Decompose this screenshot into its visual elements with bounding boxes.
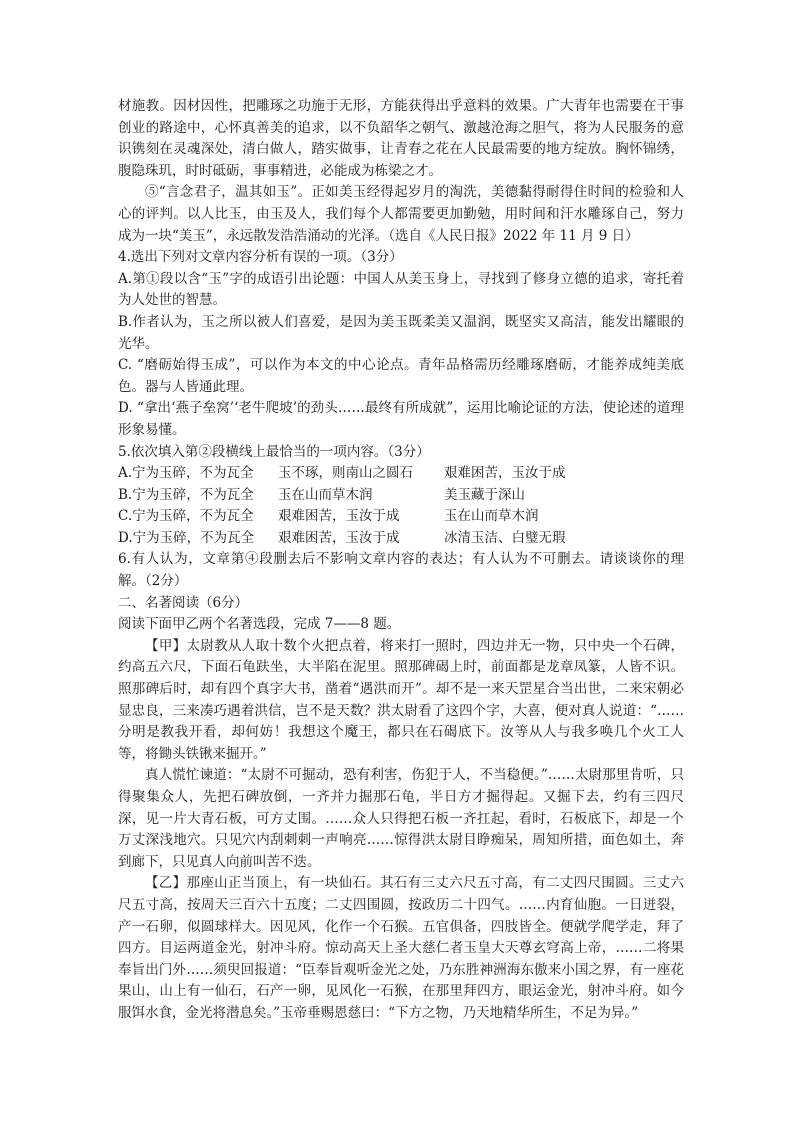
option-cell: 艰难困苦，玉汝于成 bbox=[278, 529, 400, 546]
question-4-option-c: C. “磨砺始得玉成”，可以作为本文的中心论点。青年品格需历经雕琢磨砺，才能养成纯美底色。器与人皆通此理。 bbox=[118, 357, 684, 395]
question-4-option-a: A.第①段以含“玉”字的成语引出论题：中国人从美玉身上，寻找到了修身立德的追求，寄托着为人处世的智慧。 bbox=[118, 270, 684, 309]
section-2-intro: 阅读下面甲乙两个名著选段，完成 7——8 题。 bbox=[118, 616, 401, 633]
question-5-option-a bbox=[118, 463, 684, 485]
option-cell: D.宁为玉碎，不为瓦全 bbox=[118, 529, 255, 546]
question-5-option-d bbox=[118, 528, 684, 550]
question-4-option-d: D. “拿出‘燕子垒窝’‘老牛爬坡’的劲头……最终有所成就”，运用比喻论证的方法，使论述的道理形象易懂。 bbox=[118, 400, 684, 438]
option-cell: 美玉藏于深山 bbox=[444, 486, 525, 503]
question-5-stem: 5.依次填入第②段横线上最恰当的一项内容。（3分） bbox=[118, 443, 430, 460]
option-cell: 玉在山而草木润 bbox=[278, 486, 373, 503]
section-2-heading: 二、名著阅读（6分） bbox=[118, 594, 249, 611]
option-cell: B.宁为玉碎，不为瓦全 bbox=[118, 486, 254, 503]
question-5-option-c bbox=[118, 506, 684, 528]
passage-paragraph-5: ⑤“言念君子，温其如玉”。正如美玉经得起岁月的淘洗，美德黏得耐得住时间的检验和人心的评判。以人比玉，由玉及人，我们每个人都需要更加勤勉，用时间和汗水雕琢自己，努力成为一块“美玉”，永远散发浩浩涌动的光泽。（选自《人民日报》2022 年 11 月 9 日） bbox=[118, 184, 684, 244]
option-cell: 艰难困苦，玉汝于成 bbox=[444, 465, 566, 482]
passage-continuation: 材施教。因材因性，把雕琢之功施于无形，方能获得出乎意料的效果。广大青年也需要在干事创业的路途中，心怀真善美的追求，以不负韶华之朝气、激越沧海之胆气，将为人民服务的意识镌刻在灵魂深处，清白做人，踏实做事，让青春之花在人民最需要的地方绽放。胸怀锦绣，腹隐珠玑，时时砥砺，事事精进，必能成为栋梁之才。 bbox=[118, 98, 684, 179]
question-5-option-b bbox=[118, 485, 684, 507]
question-4-option-b: B.作者认为，玉之所以被人们喜爱，是因为美玉既柔美又温润，既坚实又高洁，能发出耀眼的光华。 bbox=[118, 313, 684, 352]
excerpt-yi: 【乙】那座山正当顶上，有一块仙石。其石有三丈六尺五寸高，有二丈四尺围圆。三丈六尺五寸高，按周天三百六十五度；二丈四围圆，按政历二十四气。……内育仙胞。一日迸裂，产一石卵，似圆球样大。因见风，化作一个石猴。五官俱备，四肢皆全。便就学爬学走，拜了四方。目运两道金光，射冲斗府。惊动高天上圣大慈仁者玉皇大天尊玄穹高上帝，……二将果奉旨出门外……须臾回报道：“臣奉旨观听金光之处，乃东胜神洲海东傲来小国之界，有一座花果山，山上有一仙石，石产一卵，见风化一石猴，在那里拜四方，眼运金光，射冲斗府。如今服饵水食，金光将潜息矣。”玉帝垂赐恩慈曰：“下方之物，乃天地精华所生，不足为异。” bbox=[118, 875, 684, 1021]
option-cell: A.宁为玉碎，不为瓦全 bbox=[118, 465, 254, 482]
exam-page bbox=[118, 96, 684, 1025]
option-cell: 玉在山而草木润 bbox=[444, 508, 539, 525]
question-6: 6.有人认为，文章第④段删去后不影响文章内容的表达；有人认为不可删去。请谈谈你的理解。（2分） bbox=[118, 551, 684, 590]
question-4-stem: 4.选出下列对文章内容分析有误的一项。（3分） bbox=[118, 249, 403, 266]
option-cell: 冰清玉洁、白璧无瑕 bbox=[444, 529, 566, 546]
excerpt-jia-paragraph-1: 【甲】太尉教从人取十数个火把点着，将来打一照时，四边并无一物，只中央一个石碑，约高五六尺，下面石龟趺坐，大半陷在泥里。照那碑碣上时，前面都是龙章凤篆，人皆不识。照那碑后时，却有四个真字大书，凿着“遇洪而开”。却不是一来天罡星合当出世，二来宋朝必显忠良，三来凑巧遇着洪信，岂不是天数？洪太尉看了这四个字，大喜，便对真人说道：“……分明是教我开看，却何妨！我想这个魔王，都只在石碣底下。汝等从人与我多唤几个火工人等，将锄头铁锹来掘开。” bbox=[118, 637, 684, 762]
excerpt-jia-paragraph-2: 真人慌忙谏道：“太尉不可掘动，恐有利害，伤犯于人，不当稳便。”……太尉那里肯听，只得聚集众人，先把石碑放倒，一齐并力掘那石龟，半日方才掘得起。又掘下去，约有三四尺深，见一片大青石板，可方丈围。……众人只得把石板一齐扛起，看时，石板底下，却是一个万丈深浅地穴。只见穴内刮刺刺一声响亮……惊得洪太尉目睁痴呆，周知所措，面色如土，奔到廊下，只见真人向前叫苦不迭。 bbox=[118, 767, 684, 870]
option-cell: 玉不琢，则南山之圆石 bbox=[278, 465, 413, 482]
option-cell: 艰难困苦，玉汝于成 bbox=[278, 508, 400, 525]
option-cell: C.宁为玉碎，不为瓦全 bbox=[118, 508, 254, 525]
